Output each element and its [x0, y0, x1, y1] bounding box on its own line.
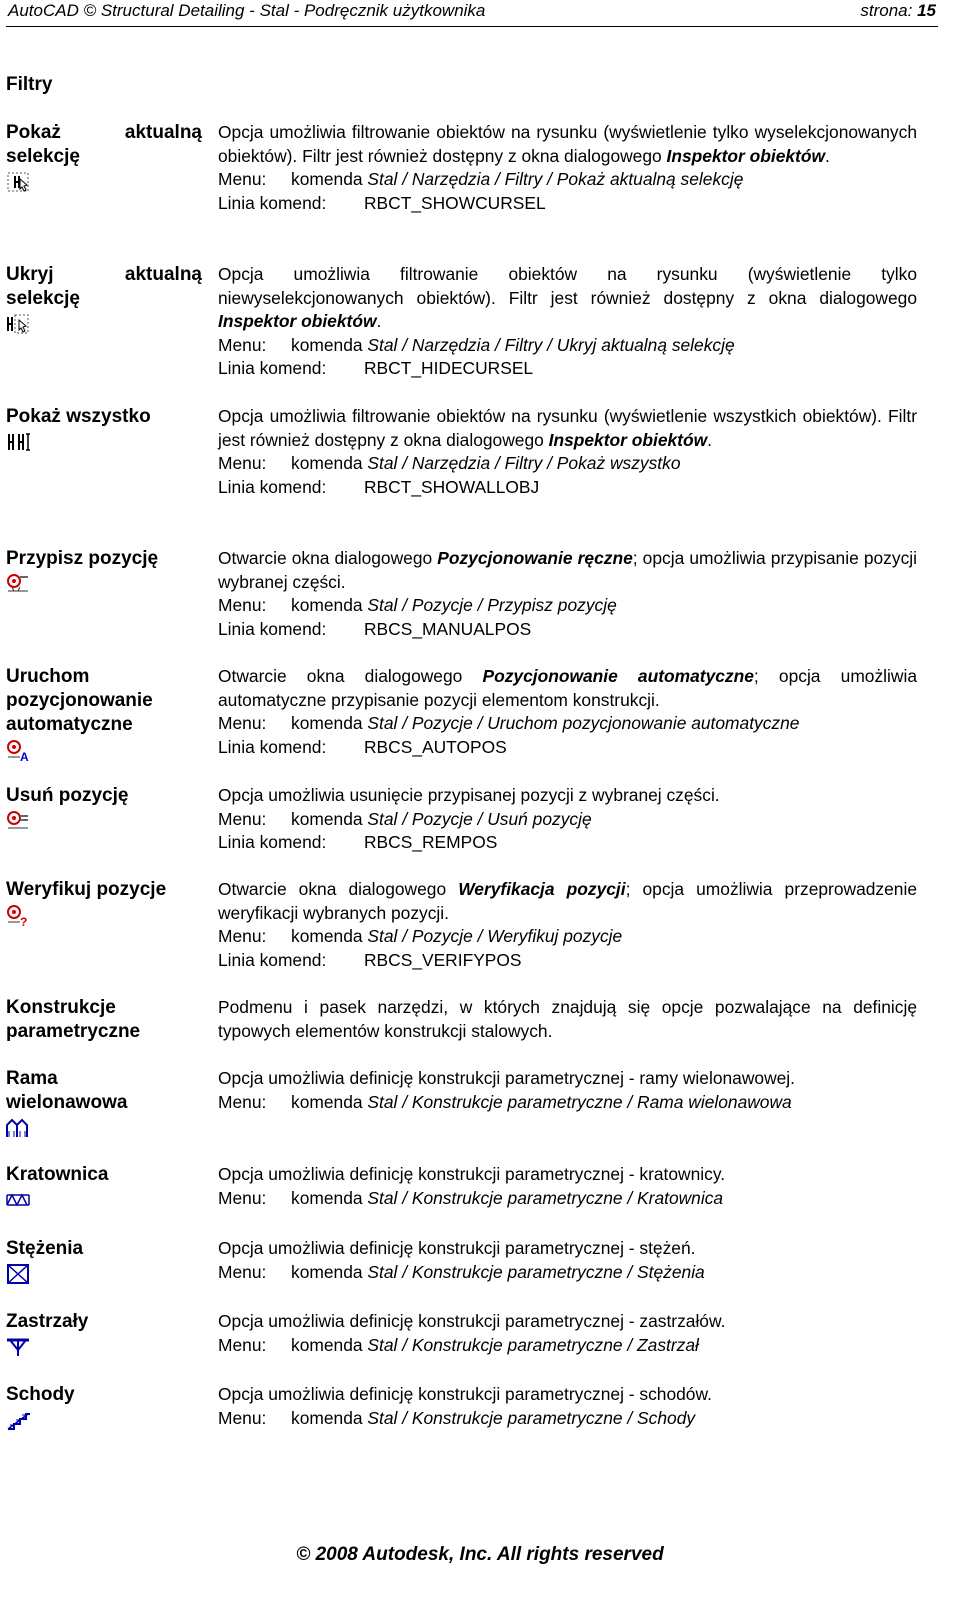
menu-line: [218, 594, 917, 618]
menu-path: Stal / Konstrukcje parametryczne / Kratownica: [367, 1187, 724, 1208]
description-text: [218, 405, 917, 452]
entry-label: [6, 996, 202, 1044]
menu-line: [218, 1334, 917, 1358]
entry-label-line: Zastrzały: [6, 1311, 89, 1332]
command-name: RBCS_AUTOPOS: [364, 736, 507, 757]
entry-label-line: Stężenia: [6, 1238, 84, 1259]
svg-text:A: A: [20, 750, 29, 762]
command-line: [218, 831, 917, 855]
multi-bay-frame-icon[interactable]: [6, 1117, 31, 1140]
page-prefix: strona:: [860, 1, 913, 20]
description-text: [218, 263, 917, 334]
command-label: Linia komend:: [218, 832, 327, 853]
menu-path: Stal / Konstrukcje parametryczne / Zastrzał: [367, 1334, 699, 1355]
command-label: Linia komend:: [218, 192, 327, 213]
menu-prefix: Menu:: [218, 926, 267, 947]
entry-label-line: Usuń pozycję: [6, 785, 129, 806]
menu-prefix: Menu:: [218, 1407, 267, 1428]
entry-label-line: Konstrukcje: [6, 997, 116, 1018]
menu-line: [218, 1407, 917, 1431]
description-tail: .: [825, 145, 830, 166]
entry-label: [6, 784, 202, 833]
command-name: RBCS_MANUALPOS: [364, 618, 532, 639]
entry-description: [218, 1237, 917, 1284]
command-name: RBCT_SHOWCURSEL: [364, 192, 546, 213]
assign-position-icon[interactable]: [6, 573, 31, 596]
strut-icon[interactable]: [6, 1336, 31, 1359]
description-text: [218, 878, 917, 925]
command-label: Linia komend:: [218, 358, 327, 379]
entry-label-line: selekcję: [6, 288, 80, 309]
truss-icon[interactable]: [6, 1189, 31, 1212]
menu-path: Stal / Narzędzia / Filtry / Ukryj aktualną selekcję: [367, 334, 735, 355]
description-body: Opcja umożliwia filtrowanie obiektów na rysunku (wyświetlenie tylko wyselekcjonowanych obiektów). Filtr jest również dostępny z okna dialogowego: [218, 122, 917, 166]
entry-label-line: Przypisz pozycję: [6, 548, 159, 569]
entry-description: [218, 996, 917, 1043]
description-tail: .: [376, 311, 382, 332]
menu-prefix: Menu:: [218, 713, 267, 734]
description-body: Otwarcie okna dialogowego: [218, 879, 459, 899]
entry-description: [218, 1383, 917, 1430]
command-label: Linia komend:: [218, 476, 327, 497]
description-body: Podmenu i pasek narzędzi, w których znajdują się opcje pozwalające na definicję typowych elementów konstrukcji stalowych.: [218, 997, 917, 1041]
menu-word: komenda: [291, 1187, 363, 1208]
entry-label-line: Pokaż wszystko: [6, 406, 151, 427]
section-title: Filtry: [6, 74, 53, 95]
entry-label: [6, 547, 202, 596]
menu-prefix: Menu:: [218, 1187, 267, 1208]
entry-label-line: Pokaż aktualną: [6, 122, 202, 143]
menu-prefix: Menu:: [218, 334, 267, 355]
entry-label-line: Rama: [6, 1068, 58, 1089]
description-text: [218, 121, 917, 168]
stairs-icon[interactable]: [6, 1409, 31, 1432]
entry-label-line: Uruchom: [6, 666, 90, 687]
menu-path: Stal / Pozycje / Uruchom pozycjonowanie automatyczne: [367, 713, 800, 734]
entry-label: [6, 1310, 202, 1359]
description-body: Opcja umożliwia definicję konstrukcji parametrycznej - stężeń.: [218, 1238, 696, 1258]
entry-label: [6, 1163, 202, 1212]
entry-label-line: Weryfikuj pozycje: [6, 879, 167, 900]
description-body: Opcja umożliwia definicję konstrukcji parametrycznej - schodów.: [218, 1384, 712, 1404]
menu-word: komenda: [291, 453, 363, 474]
menu-line: [218, 1261, 917, 1285]
menu-word: komenda: [291, 1334, 363, 1355]
description-tail: ; opcja umożliwia przypisanie pozycji wybranej części.: [218, 548, 917, 592]
entry-label-line: Ukryj aktualną: [6, 264, 202, 285]
description-body: Opcja umożliwia filtrowanie obiektów na rysunku (wyświetlenie tylko niewyselekcjonowanych obiektów). Filtr jest również dostępny z okna dialogowego: [218, 264, 917, 308]
entry-label-line: parametryczne: [6, 1021, 141, 1042]
command-name: RBCS_REMPOS: [364, 832, 498, 853]
menu-line: [218, 452, 917, 476]
menu-word: komenda: [291, 808, 363, 829]
command-line: [218, 618, 917, 642]
entry-description: [218, 263, 917, 381]
description-text: [218, 1067, 917, 1091]
description-body: Opcja umożliwia definicję konstrukcji parametrycznej - ramy wielonawowej.: [218, 1068, 795, 1088]
entry-label: [6, 878, 202, 927]
description-tail: ; opcja umożliwia automatyczne przypisanie pozycji elementom konstrukcji.: [218, 666, 917, 710]
dialog-name: Inspektor obiektów: [548, 429, 708, 450]
menu-line: [218, 1091, 917, 1115]
dialog-name: Pozycjonowanie ręczne: [437, 548, 633, 568]
menu-prefix: Menu:: [218, 1334, 267, 1355]
verify-positions-icon[interactable]: [6, 904, 31, 927]
hide-selection-icon[interactable]: [6, 313, 31, 336]
description-text: [218, 1310, 917, 1334]
copyright-footer: © 2008 Autodesk, Inc. All rights reserved: [296, 1544, 664, 1565]
description-text: [218, 665, 917, 712]
command-line: [218, 357, 917, 381]
menu-prefix: Menu:: [218, 1091, 267, 1112]
menu-path: Stal / Konstrukcje parametryczne / Schody: [367, 1407, 696, 1428]
description-text: [218, 996, 917, 1043]
command-line: [218, 949, 917, 973]
command-label: Linia komend:: [218, 949, 327, 970]
menu-word: komenda: [291, 1261, 363, 1282]
menu-path: Stal / Konstrukcje parametryczne / Rama wielonawowa: [367, 1091, 792, 1112]
dialog-name: Inspektor obiektów: [666, 145, 826, 166]
description-body: Otwarcie okna dialogowego: [218, 548, 438, 568]
remove-position-icon[interactable]: [6, 810, 31, 833]
entry-label-line: Schody: [6, 1384, 75, 1405]
entry-label-line: pozycjonowanie: [6, 690, 153, 711]
entry-description: [218, 1067, 917, 1114]
entry-label-line: Kratownica: [6, 1164, 109, 1185]
menu-word: komenda: [291, 926, 363, 947]
auto-position-icon[interactable]: [6, 739, 31, 762]
menu-word: komenda: [291, 1407, 363, 1428]
description-body: Opcja umożliwia definicję konstrukcji parametrycznej - zastrzałów.: [218, 1311, 726, 1331]
menu-path: Stal / Konstrukcje parametryczne / Stężenia: [367, 1261, 705, 1282]
entry-description: [218, 547, 917, 641]
dialog-name: Pozycjonowanie automatyczne: [482, 666, 754, 686]
show-selection-icon[interactable]: [6, 171, 31, 194]
description-body: Opcja umożliwia usunięcie przypisanej pozycji z wybranej części.: [218, 785, 720, 805]
command-line: [218, 736, 917, 760]
document-title: AutoCAD © Structural Detailing - Stal - Podręcznik użytkownika: [8, 1, 486, 20]
entry-label: [6, 121, 202, 194]
page-number: 15: [917, 1, 936, 20]
command-label: Linia komend:: [218, 736, 327, 757]
description-text: [218, 1237, 917, 1261]
description-body: Opcja umożliwia definicję konstrukcji parametrycznej - kratownicy.: [218, 1164, 726, 1184]
menu-word: komenda: [291, 169, 363, 190]
menu-line: [218, 808, 917, 832]
entry-label: [6, 1237, 202, 1286]
description-text: [218, 547, 917, 594]
command-name: RBCT_HIDECURSEL: [364, 358, 534, 379]
menu-prefix: Menu:: [218, 1261, 267, 1282]
menu-prefix: Menu:: [218, 595, 267, 616]
page-number-label: [860, 1, 936, 21]
menu-line: [218, 712, 917, 736]
svg-text:?: ?: [20, 915, 28, 927]
command-label: Linia komend:: [218, 618, 327, 639]
command-line: [218, 192, 917, 216]
description-text: [218, 1383, 917, 1407]
page-header: [6, 0, 938, 27]
description-tail: .: [707, 429, 712, 450]
menu-line: [218, 334, 917, 358]
description-body: Otwarcie okna dialogowego: [218, 666, 483, 686]
menu-path: Stal / Pozycje / Usuń pozycję: [367, 808, 592, 829]
menu-line: [218, 925, 917, 949]
menu-line: [218, 168, 917, 192]
dialog-name: Inspektor obiektów: [218, 311, 377, 332]
menu-prefix: Menu:: [218, 169, 267, 190]
menu-path: Stal / Narzędzia / Filtry / Pokaż aktualną selekcję: [367, 169, 744, 190]
menu-line: [218, 1187, 917, 1211]
description-text: [218, 1163, 917, 1187]
entry-description: [218, 405, 917, 499]
entry-description: [218, 784, 917, 855]
command-name: RBCS_VERIFYPOS: [364, 949, 522, 970]
description-tail: ; opcja umożliwia przeprowadzenie weryfikacji wybranych pozycji.: [218, 879, 917, 923]
menu-prefix: Menu:: [218, 453, 267, 474]
entry-label-line: selekcję: [6, 146, 80, 167]
entry-label-line: wielonawowa: [6, 1092, 128, 1113]
entry-label-line: automatyczne: [6, 714, 133, 735]
entry-label: [6, 1383, 202, 1432]
entry-description: [218, 121, 917, 215]
entry-description: [218, 878, 917, 972]
command-line: [218, 476, 917, 500]
description-body: Opcja umożliwia filtrowanie obiektów na rysunku (wyświetlenie wszystkich obiektów). Filtr jest również dostępny z okna dialogowego: [218, 406, 917, 450]
entry-label: [6, 405, 202, 454]
entry-label: [6, 263, 202, 336]
menu-path: Stal / Pozycje / Przypisz pozycję: [367, 595, 617, 616]
menu-word: komenda: [291, 713, 363, 734]
description-text: [218, 784, 917, 808]
entry-description: [218, 665, 917, 759]
menu-word: komenda: [291, 334, 363, 355]
menu-prefix: Menu:: [218, 808, 267, 829]
dialog-name: Weryfikacja pozycji: [458, 879, 626, 899]
menu-path: Stal / Narzędzia / Filtry / Pokaż wszystko: [367, 453, 681, 474]
entry-description: [218, 1163, 917, 1210]
entry-label: [6, 1067, 202, 1140]
bracing-icon[interactable]: [6, 1263, 31, 1286]
command-name: RBCT_SHOWALLOBJ: [364, 476, 540, 497]
entry-label: [6, 665, 202, 762]
menu-word: komenda: [291, 595, 363, 616]
show-all-icon[interactable]: [6, 431, 31, 454]
entry-description: [218, 1310, 917, 1357]
menu-path: Stal / Pozycje / Weryfikuj pozycje: [367, 926, 623, 947]
menu-word: komenda: [291, 1091, 363, 1112]
